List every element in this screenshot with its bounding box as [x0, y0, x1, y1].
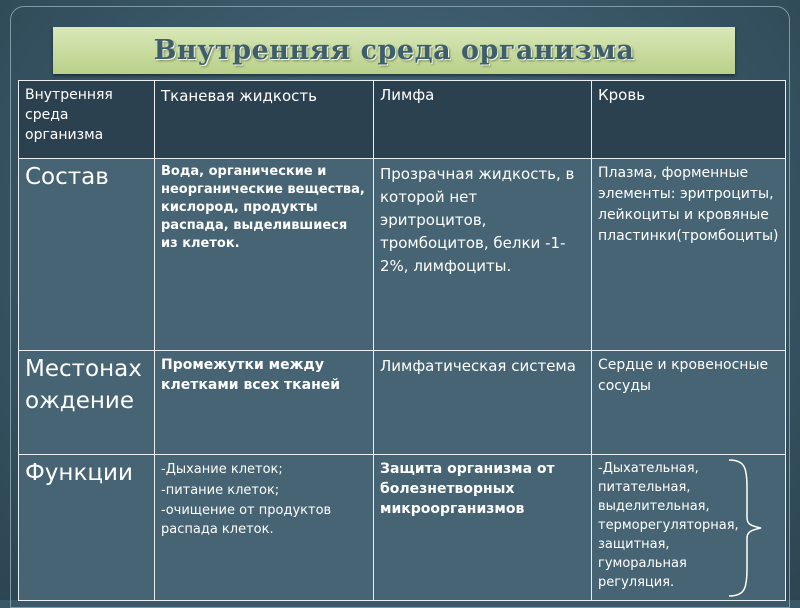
list-item: терморегуляторная,: [598, 518, 739, 533]
table-row-composition: [19, 159, 786, 351]
list-item: гуморальная: [598, 556, 687, 571]
cell-blood-composition: Плазма, форменные элементы: эритроциты, лейкоциты и кровяные пластинки(тромбоциты): [592, 159, 786, 351]
list-item: -питание клеток;: [161, 483, 280, 498]
list-item: регуляция.: [598, 575, 675, 590]
header-cell-lymph: Лимфа: [374, 81, 592, 159]
list-item: защитная,: [598, 537, 670, 552]
header-cell-blood: Кровь: [592, 81, 786, 159]
table-row-location: [19, 351, 786, 455]
header-cell-internal-environment: Внутренняя среда организма: [19, 81, 155, 159]
table-header-row: [19, 81, 786, 159]
cell-lymph-functions: Защита организма от болезнетворных микроорганизмов: [374, 455, 592, 601]
cell-tissue-location: Промежутки между клетками всех тканей: [155, 351, 374, 455]
row-label-functions: Функции: [19, 455, 155, 601]
curly-brace-icon: [727, 458, 767, 598]
header-cell-tissue-fluid: Тканевая жидкость: [155, 81, 374, 159]
cell-lymph-composition: Прозрачная жидкость, в которой нет эритроцитов, тромбоцитов, белки -1-2%, лимфоциты.: [374, 159, 592, 351]
list-item: -Дыхательная,: [598, 461, 699, 476]
row-label-composition: Состав: [19, 159, 155, 351]
cell-lymph-location: Лимфатическая система: [374, 351, 592, 455]
table-row-functions: [19, 455, 786, 601]
row-label-location: Местонахождение: [19, 351, 155, 455]
list-item: питательная,: [598, 480, 691, 495]
cell-blood-location: Сердце и кровеносные сосуды: [592, 351, 786, 455]
title-banner: [53, 27, 735, 74]
cell-tissue-functions: [155, 455, 374, 601]
list-item: -Дыхание клеток;: [161, 462, 283, 477]
list-item: выделительная,: [598, 499, 710, 514]
list-item: -очищение от продуктов распада клеток.: [161, 503, 332, 537]
comparison-table: [18, 80, 786, 601]
cell-tissue-composition: Вода, органические и неорганические вещества, кислород, продукты распада, выделившиеся из клеток.: [155, 159, 374, 351]
page-title: Внутренняя среда организма: [153, 35, 635, 66]
